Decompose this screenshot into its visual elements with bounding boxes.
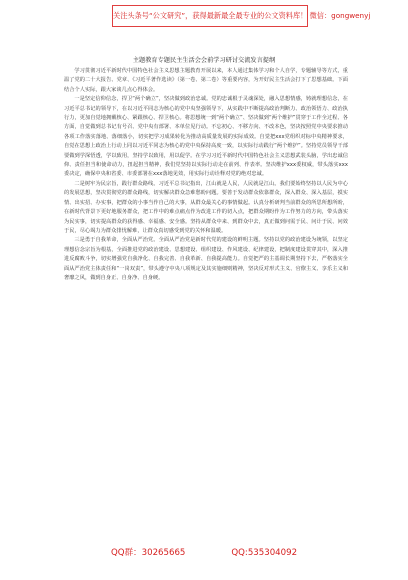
promo-banner [112, 5, 371, 27]
document-body [64, 67, 348, 537]
document-title: 主题教育专题民主生活会会前学习研讨交流发言提纲 [132, 57, 276, 64]
qq-group-text: QQ群：30265665 [110, 548, 186, 558]
paragraph-section-2: 二是树牢为民宗旨，践行群众路线。习近平总书记指出，江山就是人民，人民就是江山。我们要始终坚持以人民为中心的发展思想，坚决贯彻党的群众路线，切实解决群众急难愁盼问题。要善于发动群众依靠群众，深入群众、深入基层，摸实情、出实招、办实事，把群众的小事当作自己的大事，从群众最关心的事情做起。认真分析研判当前群众的所思所想所盼，在新时代背景下更好地服务群众，把工作中的难点痛点作为改进工作的切入点，把群众期盼作为工作努力的方向，带头落实为民实事，切实提高群众的获得感、幸福感、安全感。坚持从群众中来、到群众中去，真正做到问需于民、问计于民、问效于民，尽心竭力为群众排忧解难，让群众真切感受到党的关怀和温暖。 [64, 180, 348, 234]
contact-footer [0, 547, 408, 559]
paragraph-intro: 学习贯彻习近平新时代中国特色社会主义思想主题教育开展以来，本人通过集体学习和个人自学，专题辅导等方式，重温了党的二十大报告、党章、《习近平著作选读》（第一卷、第二卷）等重要内容，为开好民主生活会打下了思想基础。下面结合个人实际，跟大家谈几点心得体会。 [64, 68, 348, 93]
paragraph-section-3: 三是勇于自我革命，全面从严治党。全面从严治党是新时代党的建设的鲜明主题。坚持以党的政治建设为统领，以坚定理想信念宗旨为根基，全面推进党的政治建设、思想建设、组织建设、作风建设、纪律建设，把制度建设贯穿其中，深入推进反腐败斗争，切实增强党自我净化、自我完善、自我革新、自我提高能力。自觉把严的主基调长期坚持下去，严格落实全面从严治党主体责任和“一岗双责”，带头遵守中央八项规定及其实施细则精神，坚决反对形式主义、官僚主义、享乐主义和奢靡之风，做到自身正、自身净、自身硬。 [64, 237, 348, 281]
promo-banner-text: 关注头条号“公文研究”，获得最新最全最专业的公文资料库！ 微信：gongwenyj [113, 11, 371, 20]
paragraph-section-1: 一是坚定信仰信念，捍卫“两个确立”，坚决做到政治忠诚。党的忠诚根于灵魂深处，融入思想情感，铸就理想信念，在习近平总书记的领导下，在以习近平同志为核心的党中央坚强领导下，从实践中不断提高政治判断力、政治领悟力、政治执行力，更加自觉地拥戴核心、紧跟核心、捍卫核心。将思想统一到“两个确立”、坚决做到“两个维护”贯穿于工作全过程、各方面，自觉做到总书记有号召、党中央有部署、本单位见行动。不忘初心、不移方向、不改本色，坚决按照党中央要求推动各项工作落实落地、落细落小，切实把学习成果转化为推动高质量发展的实际成效。自觉把xxx党组织对标中央精神要求，自觉在思想上政治上行动上同以习近平同志为核心的党中央保持高度一致，以实际行动践行“两个维护”。坚持党员领导干部要做到学深悟透，学以致用，坚持学以致用，用以促学。在学习习近平新时代中国特色社会主义思想武装头脑，学出忠诚信仰、责任担当和使命动力，扭起担当精神，我们党坚持以实际行动走在前列、作表率。坚决维护xxx委权威，带头落实xxx委决定，确保中央和省委、市委部署在xxx落地见效，用实际行动诠释对党的绝对忠诚。 [64, 96, 348, 178]
qq-number-text: QQ:535304092 [231, 548, 298, 558]
